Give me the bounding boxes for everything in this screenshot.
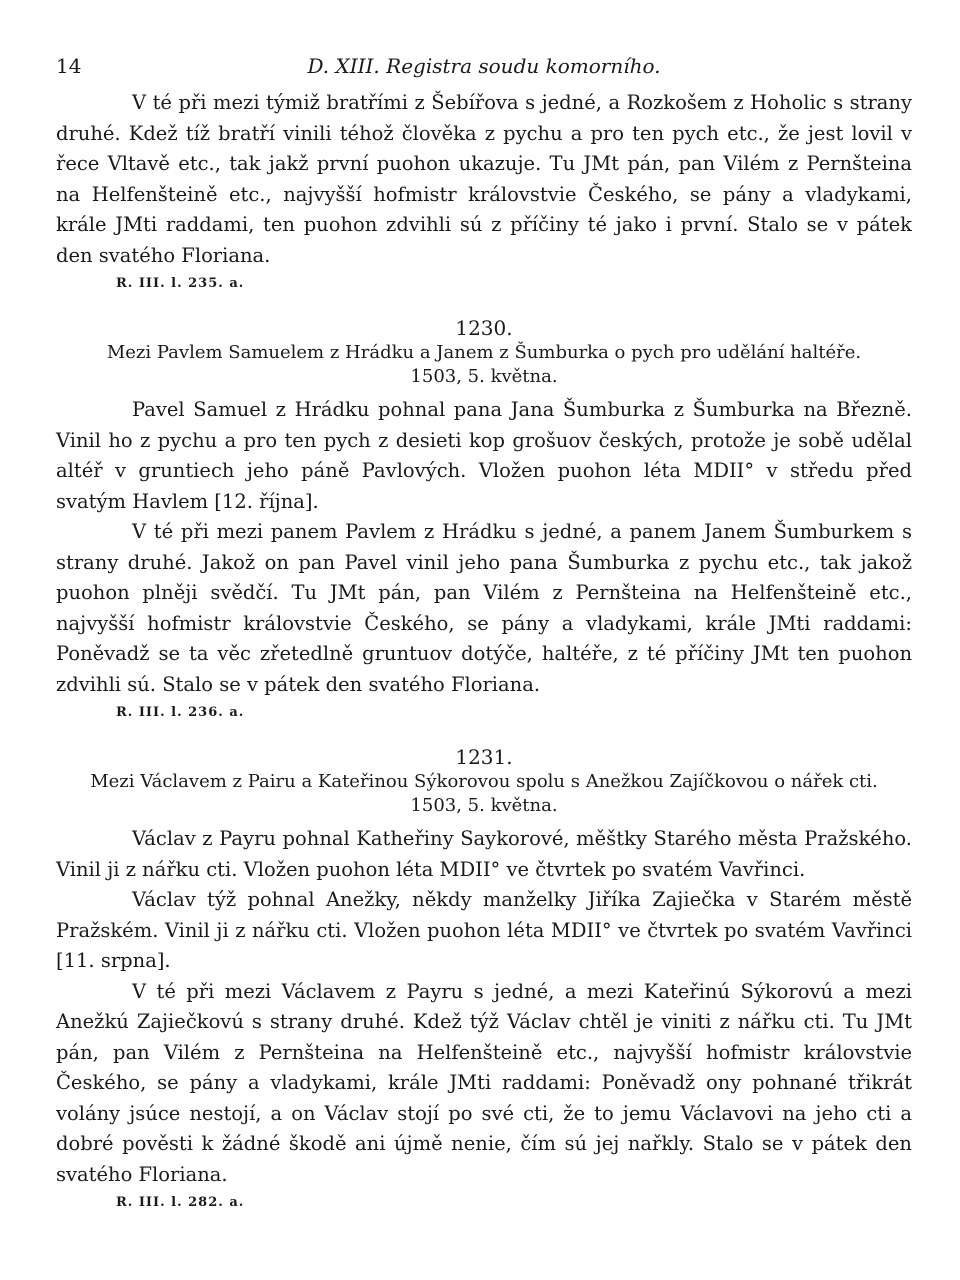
intro-section	[56, 88, 912, 293]
document-page	[56, 48, 912, 1212]
entry-paragraph: V té při mezi panem Pavlem z Hrádku s jedné, a panem Janem Šumburkem s strany druhé. Jakož on pan Pavel vinil jeho pana Šumburka z pychu etc., tak jakož puohon plněji svědčí. Tu JMt pán, pan Vilém z Pernšteina na Helfenšteině etc., najvyšší hofmistr královstvie Českého, se pány a vladykami, krále JMti raddami: Poněvadž se ta věc zřetedlně gruntuov dotýče, haltéře, z té příčiny JMt ten puohon zdvihli sú. Stalo se v pátek den svatého Floriana.	[56, 520, 912, 696]
running-head	[56, 48, 912, 88]
running-title: D. XIII. Registra soudu komorního.	[307, 54, 661, 78]
page-number: 14	[56, 54, 82, 78]
entry-date: 1503, 5. května.	[410, 366, 558, 387]
archive-reference: R. III. l. 235. a.	[116, 276, 245, 291]
entry-paragraph: V té při mezi Václavem z Payru s jedné, a mezi Kateřinú Sýkorovú a mezi Anežkú Zajiečkovú s strany druhé. Kdež týž Václav chtěl je viniti z nářku cti. Tu JMt pán, pan Vilém z Pernšteina na Helfenšteině etc., najvyšší hofmistr královstvie Českého, se pány a vladykami, krále JMti raddami: Poněvadž ony pohnané třikrát volány jsúce nestojí, a on Václav stojí po své cti, že to jemu Václavovi na jeho cti a dobré pověsti k žádné škodě ani újmě nenie, čím sú jej nařkly. Stalo se v pátek den svatého Floriana.	[56, 979, 912, 1186]
entry-number: 1230.	[455, 316, 513, 340]
entry-date: 1503, 5. května.	[410, 795, 558, 816]
archive-reference: R. III. l. 282. a.	[116, 1195, 245, 1210]
entry-paragraph: Václav z Payru pohnal Katheřiny Saykorové, měštky Starého města Pražského. Vinil ji z nářku cti. Vložen puohon léta MDII° ve čtvrtek po svatém Vavřinci.	[56, 827, 912, 881]
intro-paragraph: V té při mezi týmiž bratřími z Šebířova s jedné, a Rozkošem z Hoholic s strany druhé. Kdež tíž bratří vinili téhož člověka z pychu a pro ten pych etc., že jest lovil v řece Vltavě etc., tak jakž první puohon ukazuje. Tu JMt pán, pan Vilém z Pernšteina na Helfenšteině etc., najvyšší hofmistr královstvie Českého, se pány a vladykami, krále JMti raddami, ten puohon zdvihli sú z příčiny té jako i první. Stalo se v pátek den svatého Floriana.	[56, 91, 912, 267]
entry-paragraph: Václav týž pohnal Anežky, někdy manželky Jiříka Zajiečka v Starém městě Pražském. Vinil ji z nářku cti. Vložen puohon léta MDII° ve čtvrtek po svatém Vavřinci [11. srpna].	[56, 888, 912, 972]
archive-reference: R. III. l. 236. a.	[116, 705, 245, 720]
entry-1230	[56, 315, 912, 722]
entry-title: Mezi Pavlem Samuelem z Hrádku a Janem z Šumburka o pych pro udělání haltéře.	[106, 342, 862, 363]
entry-number: 1231.	[455, 745, 513, 769]
entry-paragraph: Pavel Samuel z Hrádku pohnal pana Jana Šumburka z Šumburka na Březně. Vinil ho z pychu a pro ten pych z desieti kop grošuov českých, protože je sobě udělal altéř v gruntiech jeho páně Pavlových. Vložen puohon léta MDII° v středu před svatým Havlem [12. října].	[56, 398, 912, 513]
entry-1231	[56, 744, 912, 1212]
entry-title: Mezi Václavem z Pairu a Kateřinou Sýkorovou spolu s Anežkou Zajíčkovou o nářek cti.	[90, 771, 878, 792]
